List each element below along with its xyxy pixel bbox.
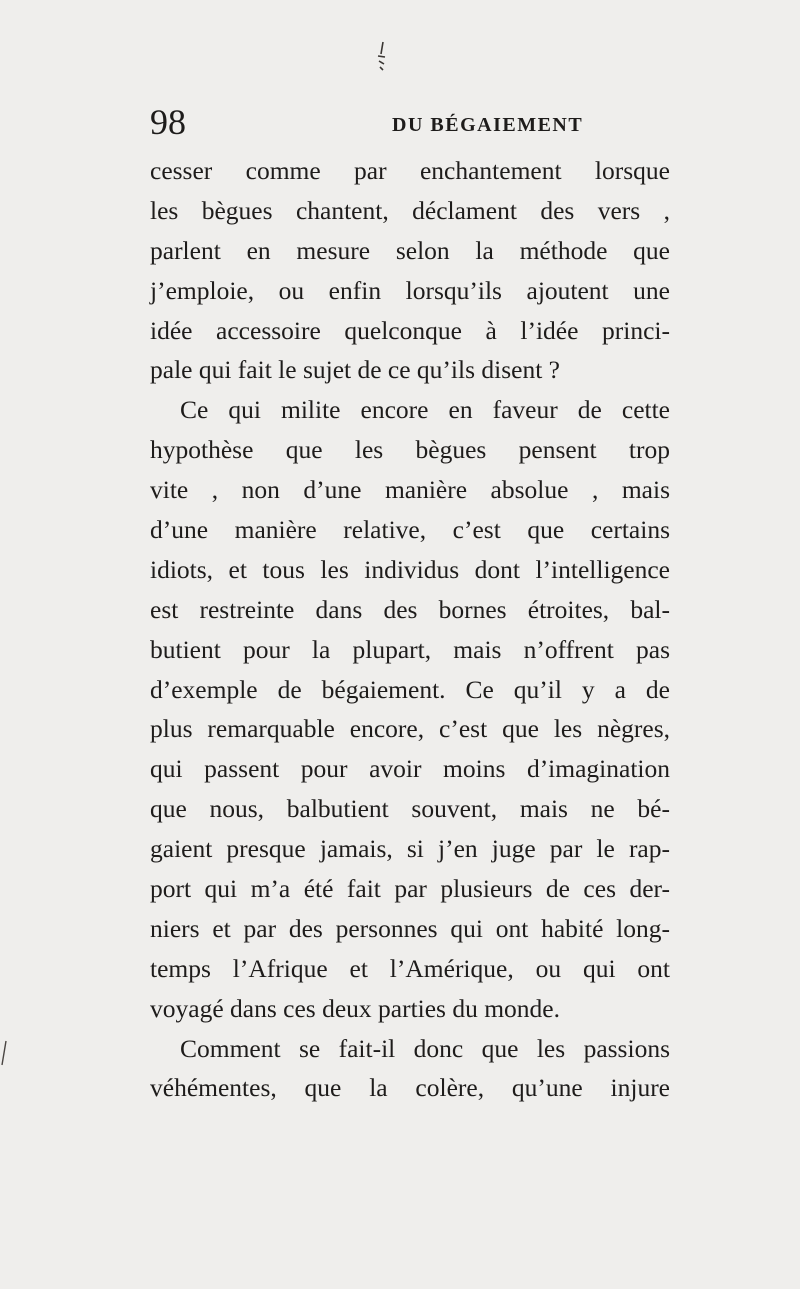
text-line: idiots, et tous les individus dont l’intelligence [150, 554, 670, 584]
text-line: les bègues chantent, déclament des vers , [150, 195, 670, 225]
text-line: d’une manière relative, c’est que certains [150, 515, 670, 545]
text-line: gaient presque jamais, si j’en juge par le rap- [150, 834, 670, 864]
text-line: est restreinte dans des bornes étroites, bal- [150, 594, 670, 624]
text-line: véhémentes, que la colère, qu’une injure [150, 1073, 670, 1103]
text-line: vite , non d’une manière absolue , mais [150, 475, 670, 505]
page-header [0, 104, 800, 144]
text-line: plus remarquable encore, c’est que les nègres, [150, 714, 670, 744]
text-line: Comment se fait-il donc que les passions [180, 1033, 670, 1063]
text-line: que nous, balbutient souvent, mais ne bé- [150, 794, 670, 824]
text-line: hypothèse que les bègues pensent trop [150, 435, 670, 465]
text-line: voyagé dans ces deux parties du monde. [150, 993, 561, 1023]
page-number: 98 [150, 102, 186, 142]
text-line: butient pour la plupart, mais n’offrent pas [150, 634, 670, 664]
text-line: qui passent pour avoir moins d’imagination [150, 754, 670, 784]
text-line: cesser comme par enchantement lorsque [150, 156, 670, 185]
body-text [150, 151, 670, 1108]
text-line: parlent en mesure selon la méthode que [150, 235, 670, 265]
text-line: niers et par des personnes qui ont habité long- [150, 913, 670, 943]
text-line: port qui m’a été fait par plusieurs de ces der- [150, 874, 670, 904]
text-line: idée accessoire quelconque à l’idée princi- [150, 315, 670, 345]
ink-mark-icon [0, 1040, 8, 1066]
text-line: Ce qui milite encore en faveur de cette [180, 395, 670, 425]
running-head: DU BÉGAIEMENT [392, 114, 584, 136]
text-line: temps l’Afrique et l’Amérique, ou qui ont [150, 953, 670, 983]
text-line: j’emploie, ou enfin lorsqu’ils ajoutent une [150, 275, 670, 305]
text-line: d’exemple de bégaiement. Ce qu’il y a de [150, 674, 670, 704]
ink-mark-icon [375, 40, 387, 80]
text-line: pale qui fait le sujet de ce qu’ils disent ? [150, 355, 560, 385]
